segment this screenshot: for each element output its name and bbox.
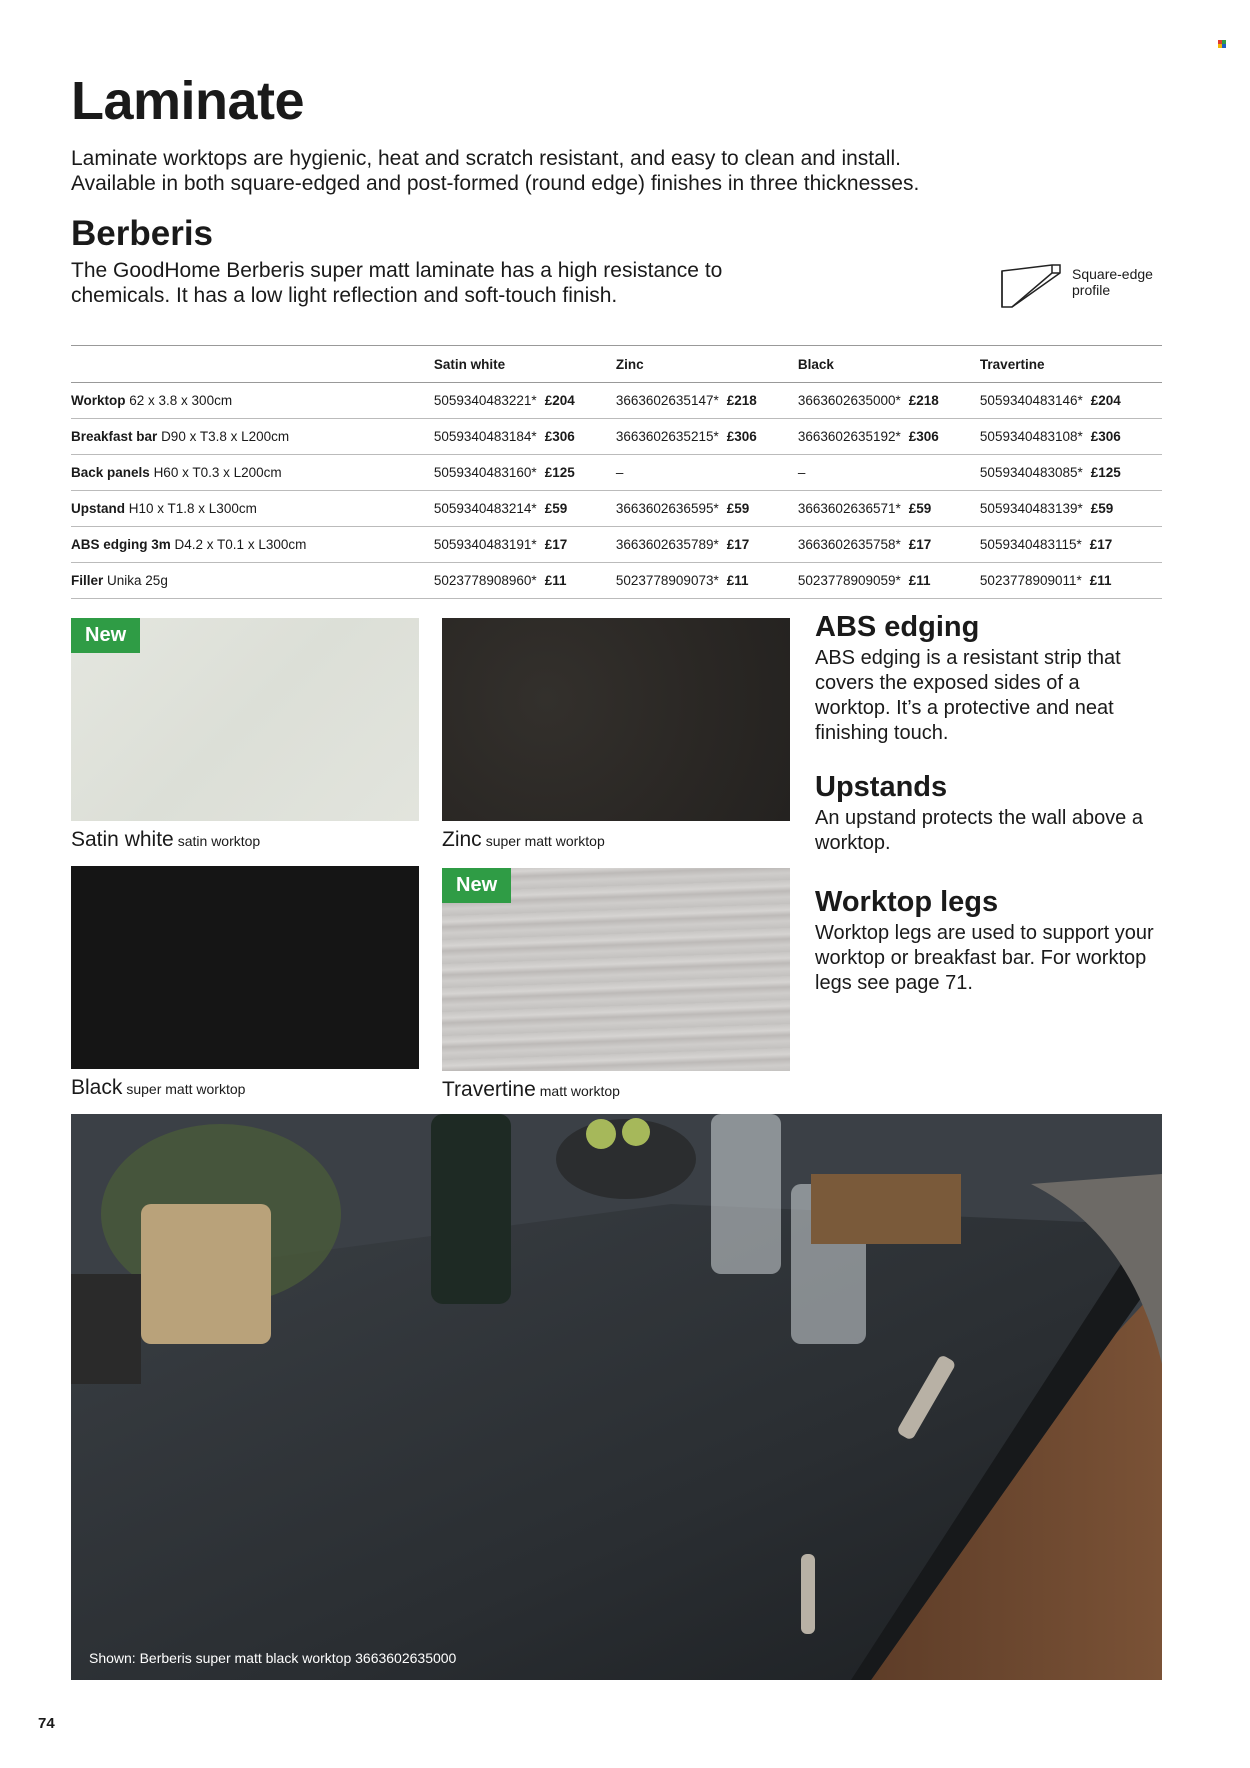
product-code-cell: 5023778909011* £11	[980, 563, 1162, 599]
product-code-cell: 5059340483139* £59	[980, 491, 1162, 527]
swatch-zinc	[442, 618, 790, 821]
product-code-cell: 3663602635758* £17	[798, 527, 980, 563]
upstands-text: An upstand protects the wall above a worktop.	[815, 807, 1143, 854]
header-black: Black	[798, 346, 980, 383]
abs-edging-title: ABS edging	[815, 611, 980, 643]
header-travertine: Travertine	[980, 346, 1162, 383]
header-zinc: Zinc	[616, 346, 798, 383]
product-code-cell: –	[616, 455, 798, 491]
photo-caption: Shown: Berberis super matt black worktop 3663602635000	[89, 1650, 457, 1666]
header-product	[71, 346, 434, 383]
table-row	[71, 455, 1162, 491]
product-code-cell: 3663602635147* £218	[616, 383, 798, 419]
product-code-cell: 5059340483085* £125	[980, 455, 1162, 491]
table-row	[71, 383, 1162, 419]
abs-edging-section	[815, 611, 1160, 746]
product-name-cell: ABS edging 3m D4.2 x T0.1 x L300cm	[71, 527, 434, 563]
table-row	[71, 527, 1162, 563]
abs-edging-text: ABS edging is a resistant strip that covers the exposed sides of a worktop. It’s a protective and neat finishing touch.	[815, 647, 1121, 744]
product-code-cell: 5059340483191* £17	[434, 527, 616, 563]
table-header-row	[71, 346, 1162, 383]
swatch-label-travertine: Travertine matt worktop	[442, 1078, 620, 1101]
swatch-black	[71, 866, 419, 1069]
page-title: Laminate	[71, 71, 305, 131]
product-code-cell: 5059340483184* £306	[434, 419, 616, 455]
section-title: Berberis	[71, 214, 214, 253]
product-code-cell: 5059340483214* £59	[434, 491, 616, 527]
product-code-cell: 5059340483221* £204	[434, 383, 616, 419]
section-description: The GoodHome Berberis super matt laminate has a high resistance to chemicals. It has a low light reflection and soft-touch finish.	[71, 259, 723, 307]
new-badge: New	[442, 868, 511, 903]
product-code-cell: 5059340483160* £125	[434, 455, 616, 491]
upstands-title: Upstands	[815, 771, 948, 803]
table-row	[71, 563, 1162, 599]
product-code-cell: 3663602635192* £306	[798, 419, 980, 455]
upstands-section	[815, 771, 1160, 856]
worktop-legs-section	[815, 886, 1160, 996]
swatch-label-zinc: Zinc super matt worktop	[442, 828, 605, 851]
new-badge: New	[71, 618, 140, 653]
product-code-cell: –	[798, 455, 980, 491]
table-row	[71, 419, 1162, 455]
header-satin-white: Satin white	[434, 346, 616, 383]
product-code-cell: 3663602635000* £218	[798, 383, 980, 419]
product-code-cell: 5059340483146* £204	[980, 383, 1162, 419]
profile-label: Square-edge profile	[1072, 266, 1153, 298]
product-code-cell: 5059340483115* £17	[980, 527, 1162, 563]
swatch-label-black: Black super matt worktop	[71, 1076, 246, 1099]
product-name-cell: Filler Unika 25g	[71, 563, 434, 599]
product-code-cell: 3663602636595* £59	[616, 491, 798, 527]
product-code-cell: 3663602635789* £17	[616, 527, 798, 563]
product-code-cell: 5023778909073* £11	[616, 563, 798, 599]
swatch-label-satin-white: Satin white satin worktop	[71, 828, 261, 851]
intro-text: Laminate worktops are hygienic, heat and scratch resistant, and easy to clean and install. Available in both square-edged and post-formed (round edge) finishes in three thicknesses.	[71, 147, 920, 195]
product-code-cell: 3663602636571* £59	[798, 491, 980, 527]
product-name-cell: Back panels H60 x T0.3 x L200cm	[71, 455, 434, 491]
table-row	[71, 491, 1162, 527]
product-code-cell: 5023778909059* £11	[798, 563, 980, 599]
product-code-cell: 5023778908960* £11	[434, 563, 616, 599]
corner-logo-mark	[1218, 35, 1228, 43]
worktop-legs-text: Worktop legs are used to support your worktop or breakfast bar. For worktop legs see page 71.	[815, 922, 1154, 994]
product-code-cell: 5059340483108* £306	[980, 419, 1162, 455]
product-name-cell: Breakfast bar D90 x T3.8 x L200cm	[71, 419, 434, 455]
page-number: 74	[38, 1715, 55, 1732]
worktop-legs-title: Worktop legs	[815, 886, 999, 918]
price-table	[71, 345, 1162, 599]
product-code-cell: 3663602635215* £306	[616, 419, 798, 455]
kitchen-worktop-photo	[71, 1114, 1162, 1680]
product-name-cell: Worktop 62 x 3.8 x 300cm	[71, 383, 434, 419]
product-name-cell: Upstand H10 x T1.8 x L300cm	[71, 491, 434, 527]
